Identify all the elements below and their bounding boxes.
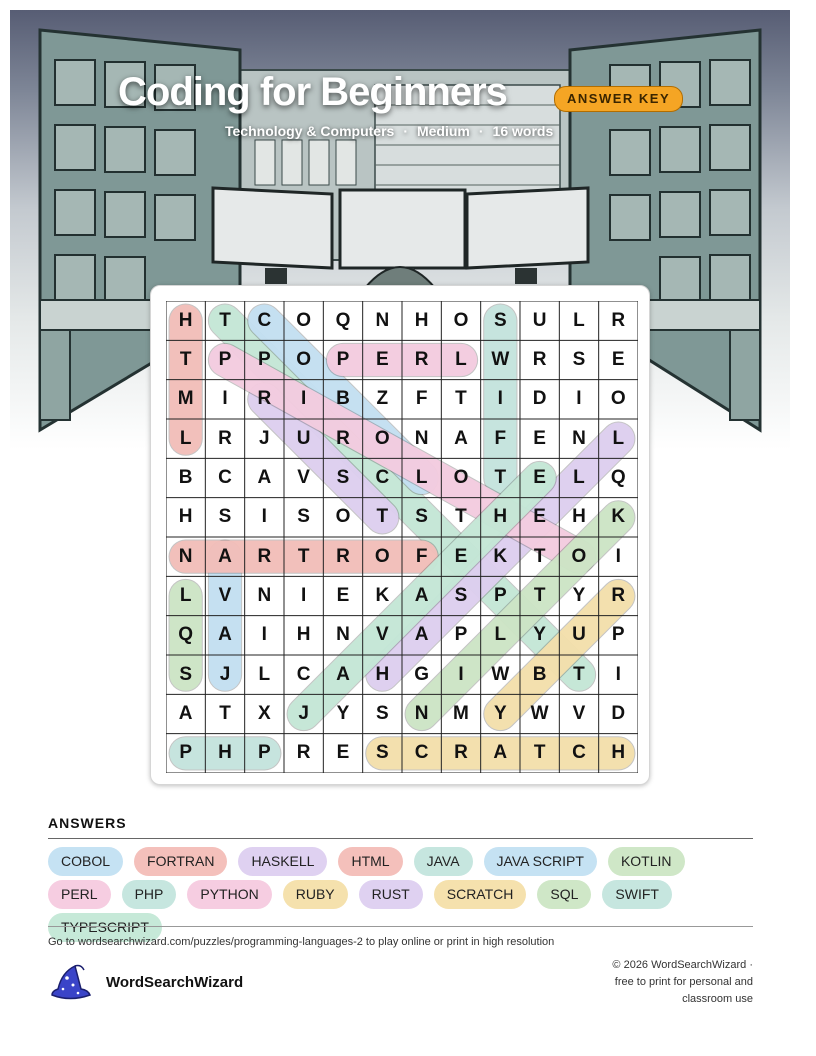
- grid-cell[interactable]: E: [336, 584, 350, 606]
- grid-cell[interactable]: V: [218, 584, 232, 606]
- grid-cell[interactable]: L: [612, 427, 625, 449]
- grid-cell[interactable]: A: [336, 663, 350, 685]
- grid-cell[interactable]: I: [301, 584, 307, 606]
- grid-cell[interactable]: C: [296, 663, 311, 685]
- grid-cell[interactable]: O: [610, 388, 626, 410]
- grid-cell[interactable]: H: [375, 663, 390, 685]
- letter-cells: [166, 301, 638, 773]
- grid-cell[interactable]: S: [493, 309, 507, 331]
- grid-cell[interactable]: C: [257, 309, 272, 331]
- grid-cell[interactable]: O: [296, 309, 312, 331]
- grid-cell[interactable]: W: [491, 348, 510, 370]
- grid-cell[interactable]: V: [375, 624, 389, 646]
- grid-cell[interactable]: L: [455, 348, 467, 370]
- grid-cell[interactable]: O: [374, 427, 390, 449]
- grid-cell[interactable]: T: [533, 545, 546, 567]
- grid-cell[interactable]: S: [218, 506, 232, 528]
- grid-cell[interactable]: C: [375, 466, 390, 488]
- grid-cell[interactable]: O: [296, 348, 312, 370]
- grid-cell[interactable]: H: [493, 506, 508, 528]
- grid-cell[interactable]: T: [533, 742, 546, 764]
- answer-chip[interactable]: KOTLIN: [608, 847, 685, 876]
- grid-cell[interactable]: K: [493, 545, 508, 567]
- grid-cell[interactable]: H: [178, 309, 193, 331]
- grid-cell[interactable]: B: [336, 388, 350, 410]
- grid-cell[interactable]: Q: [178, 624, 194, 646]
- grid-cell[interactable]: O: [571, 545, 587, 567]
- grid-cell[interactable]: L: [179, 584, 192, 606]
- grid-cell[interactable]: I: [222, 388, 228, 410]
- grid-cell[interactable]: O: [374, 545, 390, 567]
- divider: [48, 926, 753, 927]
- grid-cell[interactable]: U: [296, 427, 311, 449]
- grid-cell[interactable]: E: [454, 545, 468, 567]
- grid-cell[interactable]: N: [257, 584, 272, 606]
- grid-cell[interactable]: L: [415, 466, 428, 488]
- grid-cell[interactable]: D: [611, 702, 626, 724]
- answers-heading: ANSWERS: [48, 815, 127, 831]
- grid-cell[interactable]: B: [178, 466, 193, 488]
- grid-cell[interactable]: Q: [610, 466, 626, 488]
- page-title: Coding for Beginners: [118, 70, 507, 114]
- grid-cell[interactable]: L: [258, 663, 271, 685]
- grid-cell[interactable]: I: [261, 506, 267, 528]
- answer-chip[interactable]: COBOL: [48, 847, 123, 876]
- answer-chip[interactable]: SWIFT: [602, 880, 672, 909]
- grid-cell[interactable]: O: [453, 466, 469, 488]
- grid-cell[interactable]: A: [178, 702, 193, 724]
- grid-cell[interactable]: C: [414, 742, 429, 764]
- grid-cell[interactable]: G: [414, 663, 430, 685]
- grid-cell[interactable]: Y: [336, 702, 350, 724]
- grid-cell[interactable]: T: [297, 545, 310, 567]
- word-search-grid: [166, 301, 638, 773]
- grid-cell[interactable]: L: [573, 309, 585, 331]
- brand-name: WordSearchWizard: [106, 973, 244, 991]
- answer-chip[interactable]: SQL: [537, 880, 591, 909]
- answer-chip[interactable]: PYTHON: [187, 880, 271, 909]
- grid-cell[interactable]: I: [497, 388, 503, 410]
- grid-cell[interactable]: R: [454, 742, 468, 764]
- grid-cell[interactable]: H: [414, 309, 429, 331]
- answer-word-list: [48, 847, 758, 942]
- grid-cell[interactable]: T: [573, 663, 585, 685]
- grid-cell[interactable]: C: [572, 742, 586, 764]
- grid-cell[interactable]: R: [257, 388, 272, 410]
- grid-cell[interactable]: K: [611, 506, 626, 528]
- grid-cell[interactable]: U: [532, 309, 547, 331]
- grid-cell[interactable]: T: [219, 309, 231, 331]
- grid-cell[interactable]: N: [178, 545, 193, 567]
- wizard-hat-icon: [48, 962, 92, 1002]
- grid-cell[interactable]: B: [532, 663, 547, 685]
- grid-cell[interactable]: F: [494, 427, 507, 449]
- grid-cell[interactable]: L: [179, 427, 192, 449]
- answer-chip[interactable]: FORTRAN: [134, 847, 227, 876]
- grid-cell[interactable]: T: [179, 348, 192, 370]
- play-online-note: Go to wordsearchwizard.com/puzzles/programming-languages-2 to play online or print in high resolution: [48, 936, 555, 948]
- category-label: Technology & Computers: [225, 123, 395, 139]
- grid-cell[interactable]: S: [375, 742, 389, 764]
- answer-chip[interactable]: HASKELL: [238, 847, 327, 876]
- grid-cell[interactable]: L: [573, 466, 585, 488]
- grid-cell[interactable]: T: [533, 584, 546, 606]
- grid-cell[interactable]: N: [572, 427, 586, 449]
- grid-cell[interactable]: N: [414, 702, 429, 724]
- grid-cell[interactable]: E: [611, 348, 625, 370]
- grid-cell[interactable]: F: [415, 545, 428, 567]
- grid-cell[interactable]: A: [257, 466, 272, 488]
- grid-cell[interactable]: E: [533, 506, 546, 528]
- grid-cell[interactable]: R: [532, 348, 547, 370]
- grid-cell[interactable]: S: [179, 663, 192, 685]
- divider: [48, 838, 753, 839]
- grid-cell[interactable]: Q: [335, 309, 351, 331]
- grid-cell[interactable]: R: [336, 427, 350, 449]
- grid-cell[interactable]: J: [259, 427, 270, 449]
- grid-cell[interactable]: A: [218, 624, 232, 646]
- copyright-notice: [563, 957, 753, 1008]
- grid-cell[interactable]: P: [611, 624, 625, 646]
- grid-cell[interactable]: R: [296, 742, 311, 764]
- grid-cell[interactable]: P: [257, 742, 271, 764]
- grid-cell[interactable]: I: [261, 624, 267, 646]
- grid-cell[interactable]: T: [455, 388, 467, 410]
- grid-cell[interactable]: S: [336, 466, 350, 488]
- grid-cell[interactable]: A: [218, 545, 232, 567]
- grid-cell[interactable]: R: [611, 584, 626, 606]
- grid-cell[interactable]: A: [454, 427, 468, 449]
- separator-dot: ·: [403, 123, 408, 139]
- grid-cell[interactable]: R: [336, 545, 350, 567]
- difficulty-label: Medium: [416, 123, 470, 139]
- grid-cell[interactable]: P: [218, 348, 232, 370]
- grid-cell[interactable]: J: [219, 663, 231, 685]
- answer-chip[interactable]: PHP: [122, 880, 177, 909]
- grid-cell[interactable]: U: [572, 624, 586, 646]
- grid-cell[interactable]: H: [572, 506, 586, 528]
- answer-chip[interactable]: RUST: [359, 880, 423, 909]
- grid-cell[interactable]: S: [454, 584, 468, 606]
- separator-dot: ·: [478, 123, 484, 139]
- grid-cell[interactable]: T: [376, 506, 389, 528]
- copyright-line: classroom use: [682, 993, 753, 1005]
- grid-cell[interactable]: Y: [493, 702, 507, 724]
- grid-cell[interactable]: I: [615, 545, 621, 567]
- grid-cell[interactable]: T: [455, 506, 467, 528]
- grid-cell[interactable]: Z: [376, 388, 389, 410]
- grid-cell[interactable]: S: [572, 348, 586, 370]
- answer-chip[interactable]: SCRATCH: [434, 880, 527, 909]
- grid-cell[interactable]: S: [297, 506, 310, 528]
- grid-cell[interactable]: P: [336, 348, 350, 370]
- answer-key-badge: ANSWER KEY: [554, 86, 683, 112]
- grid-cell[interactable]: A: [493, 742, 508, 764]
- grid-cell[interactable]: A: [414, 624, 429, 646]
- grid-cell[interactable]: S: [375, 702, 389, 724]
- grid-cell[interactable]: P: [493, 584, 507, 606]
- grid-cell[interactable]: P: [257, 348, 271, 370]
- grid-cell[interactable]: N: [336, 624, 350, 646]
- grid-cell[interactable]: M: [177, 388, 194, 410]
- grid-cell[interactable]: I: [615, 663, 621, 685]
- answer-chip[interactable]: JAVA SCRIPT: [484, 847, 597, 876]
- grid-cell[interactable]: S: [415, 506, 428, 528]
- grid-cell[interactable]: V: [572, 702, 586, 724]
- grid-cell[interactable]: K: [375, 584, 390, 606]
- grid-cell[interactable]: X: [257, 702, 271, 724]
- grid-cell[interactable]: I: [576, 388, 582, 410]
- grid-cell[interactable]: E: [533, 427, 546, 449]
- grid-cell[interactable]: R: [218, 427, 232, 449]
- copyright-line: © 2026 WordSearchWizard ·: [612, 959, 753, 971]
- answer-chip[interactable]: PERL: [48, 880, 111, 909]
- brand-block[interactable]: [48, 962, 243, 1002]
- grid-cell[interactable]: H: [218, 742, 232, 764]
- answer-chip[interactable]: RUBY: [283, 880, 348, 909]
- grid-cell[interactable]: W: [491, 663, 510, 685]
- grid-cell[interactable]: R: [257, 545, 272, 567]
- answer-chip[interactable]: HTML: [338, 847, 402, 876]
- grid-cell[interactable]: A: [414, 584, 429, 606]
- grid-cell[interactable]: H: [611, 742, 626, 764]
- grid-cell[interactable]: Y: [572, 584, 586, 606]
- grid-cell[interactable]: E: [336, 742, 350, 764]
- grid-cell[interactable]: H: [178, 506, 193, 528]
- grid-cell[interactable]: P: [454, 624, 468, 646]
- grid-cell[interactable]: I: [301, 388, 307, 410]
- grid-cell[interactable]: J: [298, 702, 309, 724]
- grid-cell[interactable]: T: [494, 466, 507, 488]
- grid-cell[interactable]: E: [533, 466, 546, 488]
- grid-cell[interactable]: I: [458, 663, 464, 685]
- grid-cell[interactable]: R: [414, 348, 429, 370]
- grid-cell[interactable]: E: [375, 348, 389, 370]
- answer-chip[interactable]: JAVA: [414, 847, 473, 876]
- puzzle-card: [150, 285, 650, 785]
- grid-cell[interactable]: O: [335, 506, 351, 528]
- grid-cell[interactable]: N: [375, 309, 390, 331]
- grid-cell[interactable]: F: [415, 388, 428, 410]
- grid-cell[interactable]: Y: [533, 624, 546, 646]
- grid-cell[interactable]: R: [611, 309, 626, 331]
- grid-cell[interactable]: L: [494, 624, 507, 646]
- grid-cell[interactable]: V: [297, 466, 310, 488]
- grid-cell[interactable]: D: [532, 388, 547, 410]
- word-count-label: 16 words: [492, 123, 554, 139]
- grid-cell[interactable]: H: [296, 624, 311, 646]
- grid-cell[interactable]: M: [453, 702, 469, 724]
- answer-chip[interactable]: TYPESCRIPT: [48, 913, 162, 942]
- copyright-line: free to print for personal and: [614, 976, 753, 988]
- grid-cell[interactable]: C: [218, 466, 232, 488]
- grid-cell[interactable]: T: [219, 702, 231, 724]
- grid-cell[interactable]: N: [414, 427, 429, 449]
- puzzle-meta: [225, 123, 553, 139]
- grid-cell[interactable]: O: [453, 309, 469, 331]
- grid-cell[interactable]: W: [530, 702, 549, 724]
- grid-cell[interactable]: P: [179, 742, 192, 764]
